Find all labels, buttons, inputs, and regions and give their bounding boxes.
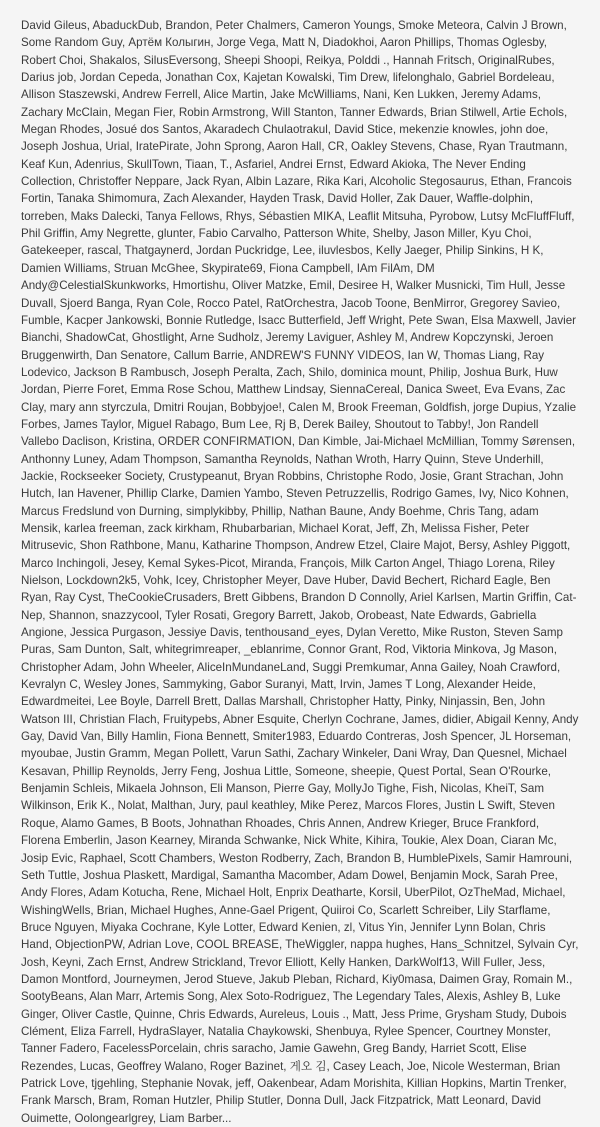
supporter-names-list: David Gileus, AbaduckDub, Brandon, Peter Chalmers, Cameron Youngs, Smoke Meteora, Calvin J Brown, Some Random Guy, Артём Колыгин, Jorge Vega, Matt N, Diadokhoi, Aaron Phillips, Thomas Oglesby, Robert Choi, Shakalos, SilusEversong, Sheepi Shoopi, Reikya, Polddi ., Hannah Fritsch, OriginalRubes, Darius job, Jordan Cepeda, Jonathan Cox, Kajetan Kowalski, Tim Drew, lifelonghalo, Gabriel Bordeleau, Allison Staszewski, Andrew Ferrell, Alice Martin, Jake McWilliams, Nani, Ken Lukken, Jeremy Adams, Zachary McClain, Megan Fier, Robin Armstrong, Will Stanton, Tanner Edwards, Brian Stilwell, Artie Echols, Megan Rhodes, Josué dos Santos, Akaradech Chulaotrakul, David Stice, mekenzie knowles, john doe, Joseph Joshua, Urial, IratePirate, John Sprong, Aaron Hall, CR, Oakley Stevens, Chase, Ryan Trautmann, Keaf Kun, Adenrius, SkullTown, Tiaan, T., Asfariel, Andrei Ernst, Edward Akioka, The Never Ending Collection, Christoffer Neppare, Jack Ryan, Albin Lazare, Rika Kari, Alcoholic Stegosaurus, Ethan, Francois Fortin, Tanaka Shimomura, Zach Alexander, Hayden Trask, David Holler, Zak Dauer, Waffle-dolphin, torreben, Maks Dalecki, Tanya Fellows, Rhys, Sébastien MIKA, Leaflit Mitsuha, Pyrobow, Lutsy McFluffFluff, Phil Griffin, Amy Negrette, glunter, Fabio Carvalho, Patterson White, Shelby, Jason Miller, Kyu Choi, Gatekeeper, rascal, Thatgaynerd, Jordan Puckridge, Lee, iluvlesbos, Kelly Jaeger, Philip Sinkins, H K, Damien Williams, Struan McGhee, Skypirate69, Fiona Campbell, IAm FilAm, DM Andy@CelestialSkunkworks, Hmortishu, Oliver Matzke, Emil, Desiree H, Walker Musnicki, Tim Hull, Jesse Duvall, Sjoerd Banga, Ryan Cole, Rocco Patel, RatOrchestra, Jacob Toone, BenMirror, Gregorey Savieo, Fumble, Kacper Jankowski, Bonnie Rutledge, Isacc Butterfield, Jeff Wright, Pete Swan, Elsa Maxwell, Javier Bianchi, ShadowCat, Ghostlight, Arne Sudholz, Jeremy Laviguer, Ashley M, Andrew Kopczynski, Jeroen Bruggenwirth, Dan Senatore, Callum Barrie, ANDREW'S FUNNY VIDEOS, Ian W, Thomas Liang, Ray Lodevico, Jackson B Rambusch, Joseph Peralta, Zach, Shilo, dominica mount, Philip, Joshua Burk, Huw Jordan, Pierre Foret, Emma Rose Schou, Matthew Lindsay, SiennaCereal, Danica Sweet, Eva Evans, Zac Clay, mary ann styrczula, Dmitri Roujan, Bobbyjoe!, Calen M, Brook Freeman, Goldfish, jorge Dupius, Yzalie Forbes, James Taylor, Miguel Rabago, Bum Lee, Rj B, Derek Bailey, Shoutout to Tabby!, Jon Randell Vallebo Daclison, Kristina, ORDER CONFIRMATION, Dan Kimble, Jai-Michael McMillian, Tommy Sørensen, Anthonny Luney, Adam Thompson, Samantha Reynolds, Nathan Wroth, Harry Quinn, Steve Underhill, Jackie, Rockseeker Society, Crustypeanut, Bryan Robbins, Christophe Rodo, Josie, Grant Strachan, John Hutch, Ian Havener, Phillip Clarke, Damien Yambo, Steven Petruzzellis, Rodrigo Games, Ivy, Nico Kohnen, Marcus Fredslund von Durning, simplykibby, Phillip, Nathan Baune, Andy Boehme, Chris Tang, adam Mensik, karlea freeman, zack kirkham, Rhubarbarian, Michael Korat, Jeff, Zh, Melissa Fisher, Peter Mitrusevic, Shon Rathbone, Manu, Katharine Thompson, Andrew Etzel, Claire Majot, Bersy, Ashley Piggott, Marco Inchingoli, Jesey, Kemal Sykes-Picot, Miranda, François, Milk Carton Angel, Thiago Lorena, Riley Nielson, Lockdown2k5, Vohk, Icey, Christopher Meyer, Dave Huber, David Bechert, Richard Eagle, Ben Ryan, Ray Cyst, TheCookieCrusaders, Brett Gibbens, Brandon D Connolly, Ariel Karlsen, Martin Griffin, Cat-Nep, Shannon, snazzycool, Tyler Rosati, Gregory Barrett, Jakob, Orobeast, Nate Edwards, Gabriella Angione, Jessica Purgason, Jessiye Davis, tenthousand_eyes, Dylan Veretto, Mike Ruston, Steven Samp Puras, Sam Dunton, Salt, whitegrimreaper, _eblanrime, Connor Grant, Rod, Viktoria Minkova, Jg Mason, Christopher Adam, John Wheeler, AliceInMundaneLand, Suggi Premkumar, Anna Gailey, Noah Crawford, Kevralyn C, Wesley Jones, Sammyking, Gabor Suranyi, Matt, Irvin, James T Long, Alexander Heide, Edwardmeitei, Lee Boyle, Darrell Brett, Dallas Marshall, Christopher Hatty, Pinky, Ninjassin, Ben, John Watson III, Christian Flach, Fruitypebs, Abner Esquite, Cherlyn Cochrane, James, didier, Abigail Kenny, Andy Gay, David Van, Billy Hamlin, Fiona Bennett, Smiter1983, Eduardo Contreras, Josh Spencer, JL Horseman, myoubae, Justin Gramm, Megan Pollett, Varun Sathi, Zachary Winkeler, Dani Wray, Dan Quesnel, Michael Kesavan, Phillip Reynolds, Jerry Feng, Joshua Little, Someone, sheepie, Quest Portal, Sean O'Rourke, Benjamin Schleis, Mikaela Johnson, Eli Manson, Pierre Gay, MollyJo Tighe, Fish, Nicolas, KheiT, Sam Wilkinson, Erik K., Nolat, Malthan, Jury, paul keathley, Mike Perez, Marcos Flores, Justin L Swift, Steven Roque, Alamo Games, B Boots, Johnathan Rhoades, Chris Annen, Andrew Krieger, Bruce Frankford, Florena Emberlin, Jason Kearney, Miranda Schwanke, Nick White, Kihira, Toukie, Alex Doan, Ciaran Mc, Josip Evic, Raphael, Scott Chambers, Weston Rodberry, Zach, Brandon B, HumblePixels, Samir Hamrouni, Seth Tuttle, Joshua Plaskett, Mardigal, Samantha Macomber, Adam Dowel, Benjamin Mock, Sarah Pree, Andy Flores, Adam Kotucha, Rene, Michael Holt, Enprix Deatharte, Korsil, UberPilot, OzTheMad, Michael, WishingWells, Brian, Michael Hughes, Anne-Gael Prigent, Quiiroi Co, Scarlett Schreiber, Lily Starflame, Bruce Nguyen, Miyaka Cochrane, Kyle Lotter, Edward Kenien, zl, Vitus Yin, Jennifer Lynn Bolan, Chris Hand, ObjectionPW, Adrian Love, COOL BREASE, TheWiggler, nappa hughes, Hans_Schnitzel, Sylvain Cyr, Josh, Keyni, Zach Ernst, Andrew Strickland, Trevor Elliott, Kelly Hanken, DarkWolf13, Will Fuller, Jess, Damon Montford, Journeymen, Jerod Stueve, Jakub Pleban, Richard, Kiy0masa, Daimen Gray, Romain M., SootyBeans, Alan Marr, Artemis Song, Alex Soto-Rodriguez, The Legendary Tales, Alexis, Ashley B, Luke Ginger, Oliver Castle, Quinne, Chris Edwards, Aureleus, Louis ., Matt, Jess Prime, Grysham Study, Dubois Clément, Eliza Farrell, HydraSlayer, Natalia Chaykowski, Shenbuya, Rylee Spencer, Courtney Monster, Tanner Fadero, FacelessPorcelain, chris saracho, Jamie Gawehn, Greg Bandy, Harriet Scott, Elise Rezendes, Lucas, Geoffrey Walano, Roger Bazinet, 게오 김, Casey Leach, Joe, Nicole Westerman, Brian Patrick Love, tjgehling, Stephanie Novak, jeff, Oakenbear, Adam Morishita, Killian Hopkins, Martin Trenker, Frank Marsch, Bram, Roman Hutzler, Philip Stutler, Donna Dull, Jack Fitzpatrick, Matt Leonard, David Ouimette, Oolongearlgrey, Liam Barber... [21, 19, 579, 1125]
